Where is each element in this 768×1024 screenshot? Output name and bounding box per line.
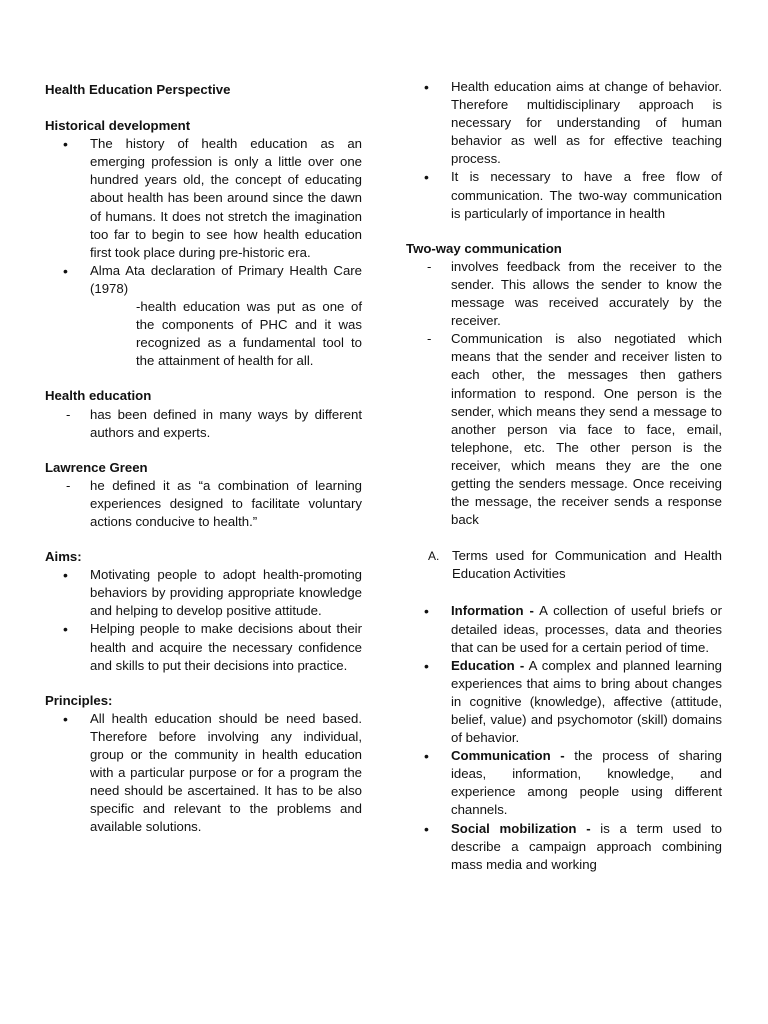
terms-heading-text: Terms used for Communication and Health Education Activities [452, 548, 722, 582]
term-description: A collection of useful briefs or detailed ideas, processes, data and theories that can be used for a certain period of time. [451, 603, 722, 655]
list-item: • Helping people to make decisions about their health and acquire the necessary confidence and skills to put their decisions into practice. [45, 620, 362, 674]
term-item-social-mobilization [406, 820, 722, 874]
terms-list [406, 602, 722, 873]
list-item: • It is necessary to have a free flow of communication. The two-way communication is particularly of importance in health [406, 168, 722, 222]
two-way-communication-list [406, 258, 722, 529]
terms-marker: A. [428, 549, 440, 564]
term-label: Information - [451, 603, 534, 619]
term-item-communication [406, 747, 722, 819]
term-description: is a term used to describe a campaign approach combining mass media and working [451, 820, 722, 872]
historical-development-section [45, 117, 362, 370]
principles-list [45, 710, 362, 837]
two-way-communication-section [406, 240, 722, 530]
aims-list [45, 566, 362, 675]
principles-section [45, 692, 362, 837]
term-description: A complex and planned learning experiences that aims to bring about changes in cognitive (knowledge), affective (attitude, belief, value) and psychomotor (skill) domains of behavior. [451, 657, 722, 746]
list-item: • Motivating people to adopt health-promoting behaviors by providing appropriate knowledge and helping to develop positive attitude. [45, 566, 362, 620]
aims-heading: Aims: [45, 549, 82, 565]
term-label: Social mobilization - [451, 820, 591, 836]
two-way-communication-heading: Two-way communication [406, 240, 562, 256]
list-item: - involves feedback from the receiver to the sender. This allows the sender to know the message was received accurately by the receiver. [406, 258, 722, 330]
list-item: • The history of health education as an emerging profession is only a little over one hundred years old, the concept of educating about health has been around since the dawn of humans. It does not stretch the imagination too far to begin to see how health education first took place during pre-historic era. [45, 135, 362, 262]
list-item: • All health education should be need based. Therefore before involving any individual, group or the community in health education with a particular purpose or for a program the need should be ascertained. It has to be also specific and relevant to the problems and available solutions. [45, 710, 362, 837]
list-item: - he defined it as “a combination of learning experiences designed to facilitate voluntary actions conducive to health.” [45, 477, 362, 531]
term-label: Education - [451, 657, 525, 673]
document-title: Health Education Perspective [45, 82, 231, 97]
health-education-list [45, 406, 362, 442]
list-item: • Alma Ata declaration of Primary Health Care (1978) [45, 262, 362, 298]
historical-development-list [45, 135, 362, 298]
term-description: the process of sharing ideas, information, knowledge, and experience among people using different channels. [451, 748, 722, 818]
lawrence-green-heading: Lawrence Green [45, 459, 148, 475]
term-item-information [406, 602, 722, 656]
principles-continued-list [406, 78, 722, 223]
lawrence-green-list [45, 477, 362, 531]
list-item: - has been defined in many ways by different authors and experts. [45, 406, 362, 442]
terms-heading [406, 547, 722, 583]
health-education-heading: Health education [45, 388, 152, 404]
health-education-section [45, 387, 362, 441]
alma-ata-note: -health education was put as one of the components of PHC and it was recognized as a fundamental tool to the attainment of health for all. [136, 299, 362, 369]
historical-development-heading: Historical development [45, 118, 191, 134]
right-column [406, 78, 722, 874]
term-item-education [406, 657, 722, 747]
lawrence-green-section [45, 459, 362, 531]
term-label: Communication - [451, 748, 565, 764]
list-item: • Health education aims at change of behavior. Therefore multidisciplinary approach is necessary for understanding of human behavior as well as for effective teaching process. [406, 78, 722, 168]
principles-heading: Principles: [45, 692, 113, 708]
aims-section [45, 548, 362, 675]
list-item: - Communication is also negotiated which means that the sender and receiver listen to each other, the messages then gathers information to respond. One person is the sender, which means they send a message to another person via face to face, email, telephone, etc. The other person is the receiver, which means they are the one getting the senders message. Once receiving the message, the receiver sends a response back [406, 330, 722, 529]
left-column [45, 78, 362, 836]
